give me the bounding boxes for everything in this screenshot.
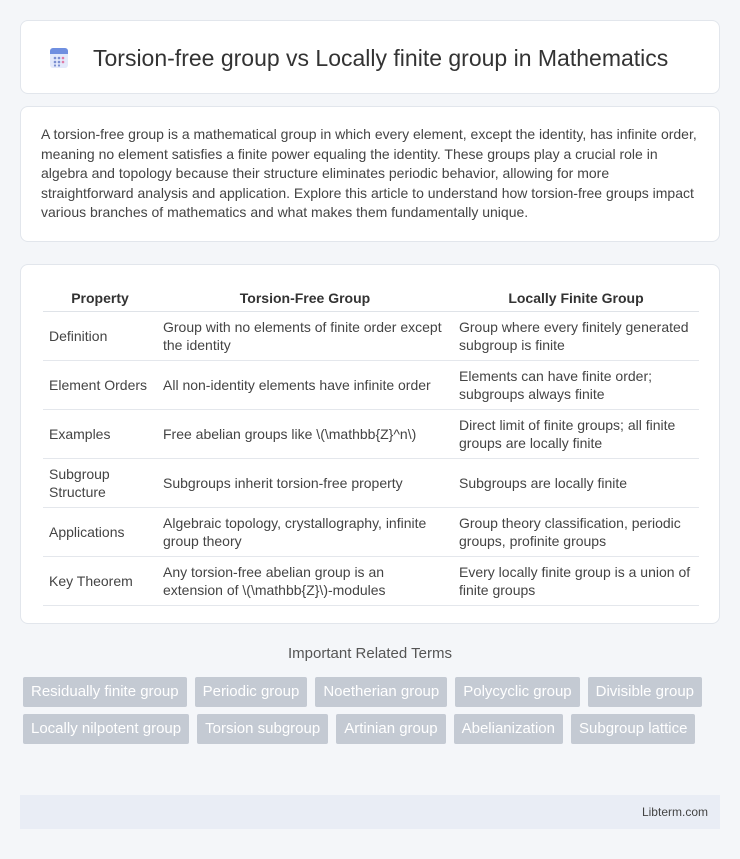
table-cell: Free abelian groups like \(\mathbb{Z}^n\) bbox=[157, 409, 453, 458]
table-cell: Group with no elements of finite order except the identity bbox=[157, 311, 453, 360]
table-cell: Group where every finitely generated subgroup is finite bbox=[453, 311, 699, 360]
header-card bbox=[20, 20, 720, 94]
table-row bbox=[43, 507, 699, 556]
table-cell: Applications bbox=[43, 507, 157, 556]
table-cell: Element Orders bbox=[43, 360, 157, 409]
table-row bbox=[43, 556, 699, 605]
table-cell: Group theory classification, periodic groups, profinite groups bbox=[453, 507, 699, 556]
column-header-property: Property bbox=[43, 285, 157, 311]
table-cell: Subgroups are locally finite bbox=[453, 458, 699, 507]
calculator-icon bbox=[47, 46, 71, 70]
related-term-tag[interactable]: Residually finite group bbox=[23, 677, 187, 707]
comparison-table-card bbox=[20, 264, 720, 624]
related-term-tag[interactable]: Locally nilpotent group bbox=[23, 714, 189, 744]
table-cell: Direct limit of finite groups; all finite groups are locally finite bbox=[453, 409, 699, 458]
column-header-torsion-free: Torsion-Free Group bbox=[157, 285, 453, 311]
footer bbox=[20, 795, 720, 829]
related-terms-list bbox=[23, 677, 723, 744]
table-row bbox=[43, 458, 699, 507]
related-term-tag[interactable]: Noetherian group bbox=[315, 677, 447, 707]
comparison-table bbox=[43, 285, 699, 606]
table-cell: Subgroup Structure bbox=[43, 458, 157, 507]
table-row bbox=[43, 311, 699, 360]
table-row bbox=[43, 360, 699, 409]
column-header-locally-finite: Locally Finite Group bbox=[453, 285, 699, 311]
related-term-tag[interactable]: Abelianization bbox=[454, 714, 563, 744]
intro-paragraph: A torsion-free group is a mathematical group in which every element, except the identity, has infinite order, meaning no element satisfies a finite power equaling the identity. These groups play a crucial role in algebra and topology because their structure eliminates periodic behavior, allowing for more straightforward analysis and application. Explore this article to understand how torsion-free groups impact various branches of mathematics and what makes them fundamentally unique. bbox=[41, 126, 697, 220]
related-terms-title: Important Related Terms bbox=[288, 645, 452, 662]
related-term-tag[interactable]: Periodic group bbox=[195, 677, 308, 707]
table-cell: Any torsion-free abelian group is an extension of \(\mathbb{Z}\)-modules bbox=[157, 556, 453, 605]
related-term-tag[interactable]: Divisible group bbox=[588, 677, 702, 707]
table-cell: Elements can have finite order; subgroups always finite bbox=[453, 360, 699, 409]
intro-card bbox=[20, 106, 720, 242]
related-term-tag[interactable]: Artinian group bbox=[336, 714, 445, 744]
related-term-tag[interactable]: Torsion subgroup bbox=[197, 714, 328, 744]
table-cell: All non-identity elements have infinite order bbox=[157, 360, 453, 409]
table-cell: Key Theorem bbox=[43, 556, 157, 605]
related-term-tag[interactable]: Subgroup lattice bbox=[571, 714, 695, 744]
table-cell: Every locally finite group is a union of finite groups bbox=[453, 556, 699, 605]
table-cell: Examples bbox=[43, 409, 157, 458]
table-row bbox=[43, 409, 699, 458]
footer-brand-link[interactable]: Libterm.com bbox=[641, 805, 708, 819]
table-header-row bbox=[43, 285, 699, 311]
table-cell: Definition bbox=[43, 311, 157, 360]
related-term-tag[interactable]: Polycyclic group bbox=[455, 677, 579, 707]
page-title: Torsion-free group vs Locally finite group in Mathematics bbox=[93, 45, 669, 71]
table-cell: Algebraic topology, crystallography, infinite group theory bbox=[157, 507, 453, 556]
table-cell: Subgroups inherit torsion-free property bbox=[157, 458, 453, 507]
